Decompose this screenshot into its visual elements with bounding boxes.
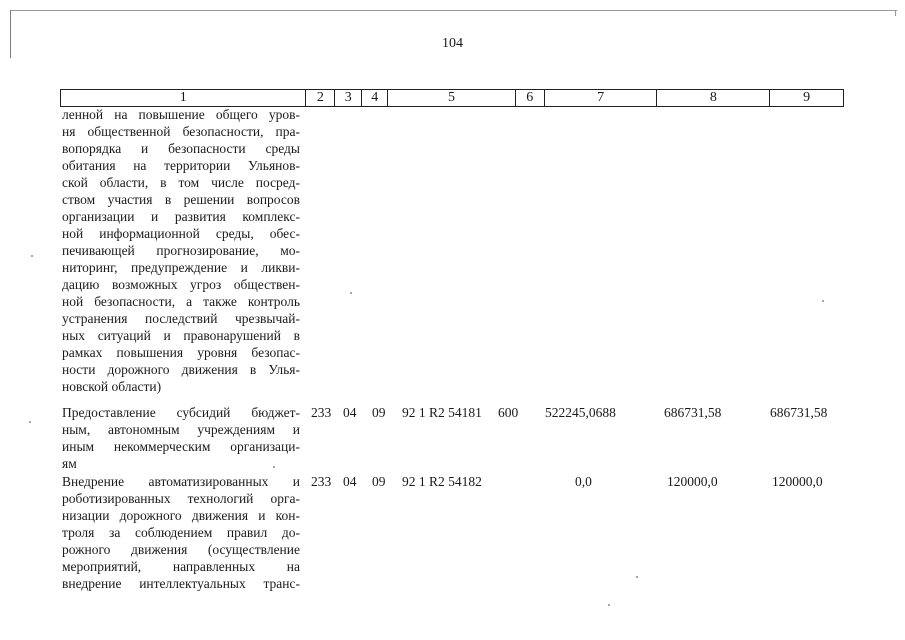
row-2-col-8: 120000,0 — [667, 474, 718, 489]
text-line: организации и развития комплекс- — [62, 209, 300, 224]
text-line: вопорядка и безопасности среды — [62, 141, 300, 156]
continuation-text — [62, 106, 300, 395]
table-header-row — [60, 89, 844, 107]
text-line: ленной на повышение общего уров- — [62, 107, 300, 122]
row-1-col-6: 600 — [498, 405, 519, 420]
text-line: Внедрение автоматизированных и — [62, 474, 300, 489]
row-1-col-7: 522245,0688 — [545, 405, 616, 420]
text-line: ной информационной среды, обес- — [62, 226, 300, 241]
text-line: рамках повышения уровня безопас- — [62, 345, 300, 360]
scan-speck — [350, 292, 352, 294]
header-col-5: 5 — [388, 90, 516, 106]
text-line: Предоставление субсидий бюджет- — [62, 405, 300, 420]
text-line: ниторинг, предупреждение и ликви- — [62, 260, 300, 275]
row-2-col-3: 04 — [343, 474, 357, 489]
row-1-col-3: 04 — [343, 405, 357, 420]
row-1-col-9: 686731,58 — [770, 405, 828, 420]
header-col-7: 7 — [545, 90, 658, 106]
header-col-2: 2 — [306, 90, 335, 106]
scan-speck — [636, 576, 638, 578]
header-col-3: 3 — [335, 90, 362, 106]
text-line: ным, автономным учреждениям и — [62, 422, 300, 437]
row-1-name — [62, 404, 300, 472]
scan-speck — [29, 421, 31, 423]
row-2-col-7: 0,0 — [575, 474, 592, 489]
row-2-name — [62, 473, 300, 592]
text-line: ных ситуаций и правонарушений в — [62, 328, 300, 343]
text-line: низации дорожного движения и кон- — [62, 508, 300, 523]
text-line: внедрение интеллектуальных транс- — [62, 576, 300, 591]
page-number: 104 — [442, 36, 463, 51]
scan-speck — [822, 300, 824, 302]
text-line: мероприятий, направленных на — [62, 559, 300, 574]
header-col-4: 4 — [362, 90, 388, 106]
row-2-col-5: 92 1 R2 54182 — [402, 474, 482, 489]
header-col-9: 9 — [803, 90, 811, 105]
text-line: ня общественной безопасности, пра- — [62, 124, 300, 139]
scan-speck — [31, 255, 33, 257]
text-line: новской области) — [62, 379, 162, 394]
text-line: троля за соблюдением правил до- — [62, 525, 300, 540]
text-line: ской области, в том числе посред- — [62, 175, 300, 190]
text-line: иным некоммерческим организаци- — [62, 439, 300, 454]
text-line: ности дорожного движения в Улья- — [62, 362, 300, 377]
header-col-8: 8 — [657, 90, 770, 106]
text-line: обитания на территории Ульянов- — [62, 158, 300, 173]
scan-edge-right — [895, 10, 896, 16]
header-col-6: 6 — [516, 90, 545, 106]
row-2-col-4: 09 — [372, 474, 386, 489]
row-1-col-8: 686731,58 — [664, 405, 722, 420]
scan-edge-top — [10, 10, 897, 11]
text-line: роботизированных технологий орга- — [62, 491, 300, 506]
text-line: рожного движения (осуществление — [62, 542, 300, 557]
row-1-col-4: 09 — [372, 405, 386, 420]
text-line: ством участия в решении вопросов — [62, 192, 300, 207]
scan-speck — [273, 466, 275, 468]
scan-speck — [608, 604, 610, 606]
text-line: печивающей прогнозирование, мо- — [62, 243, 300, 258]
text-line: ной безопасности, а также контроль — [62, 294, 300, 309]
row-1-col-2: 233 — [311, 405, 332, 420]
row-2-col-2: 233 — [311, 474, 332, 489]
text-line: устранения последствий чрезвычай- — [62, 311, 300, 326]
text-line: ям — [62, 456, 77, 471]
header-col-1: 1 — [61, 90, 306, 106]
row-2-col-9: 120000,0 — [772, 474, 823, 489]
row-1-col-5: 92 1 R2 54181 — [402, 405, 482, 420]
text-line: дацию возможных угроз обществен- — [62, 277, 300, 292]
